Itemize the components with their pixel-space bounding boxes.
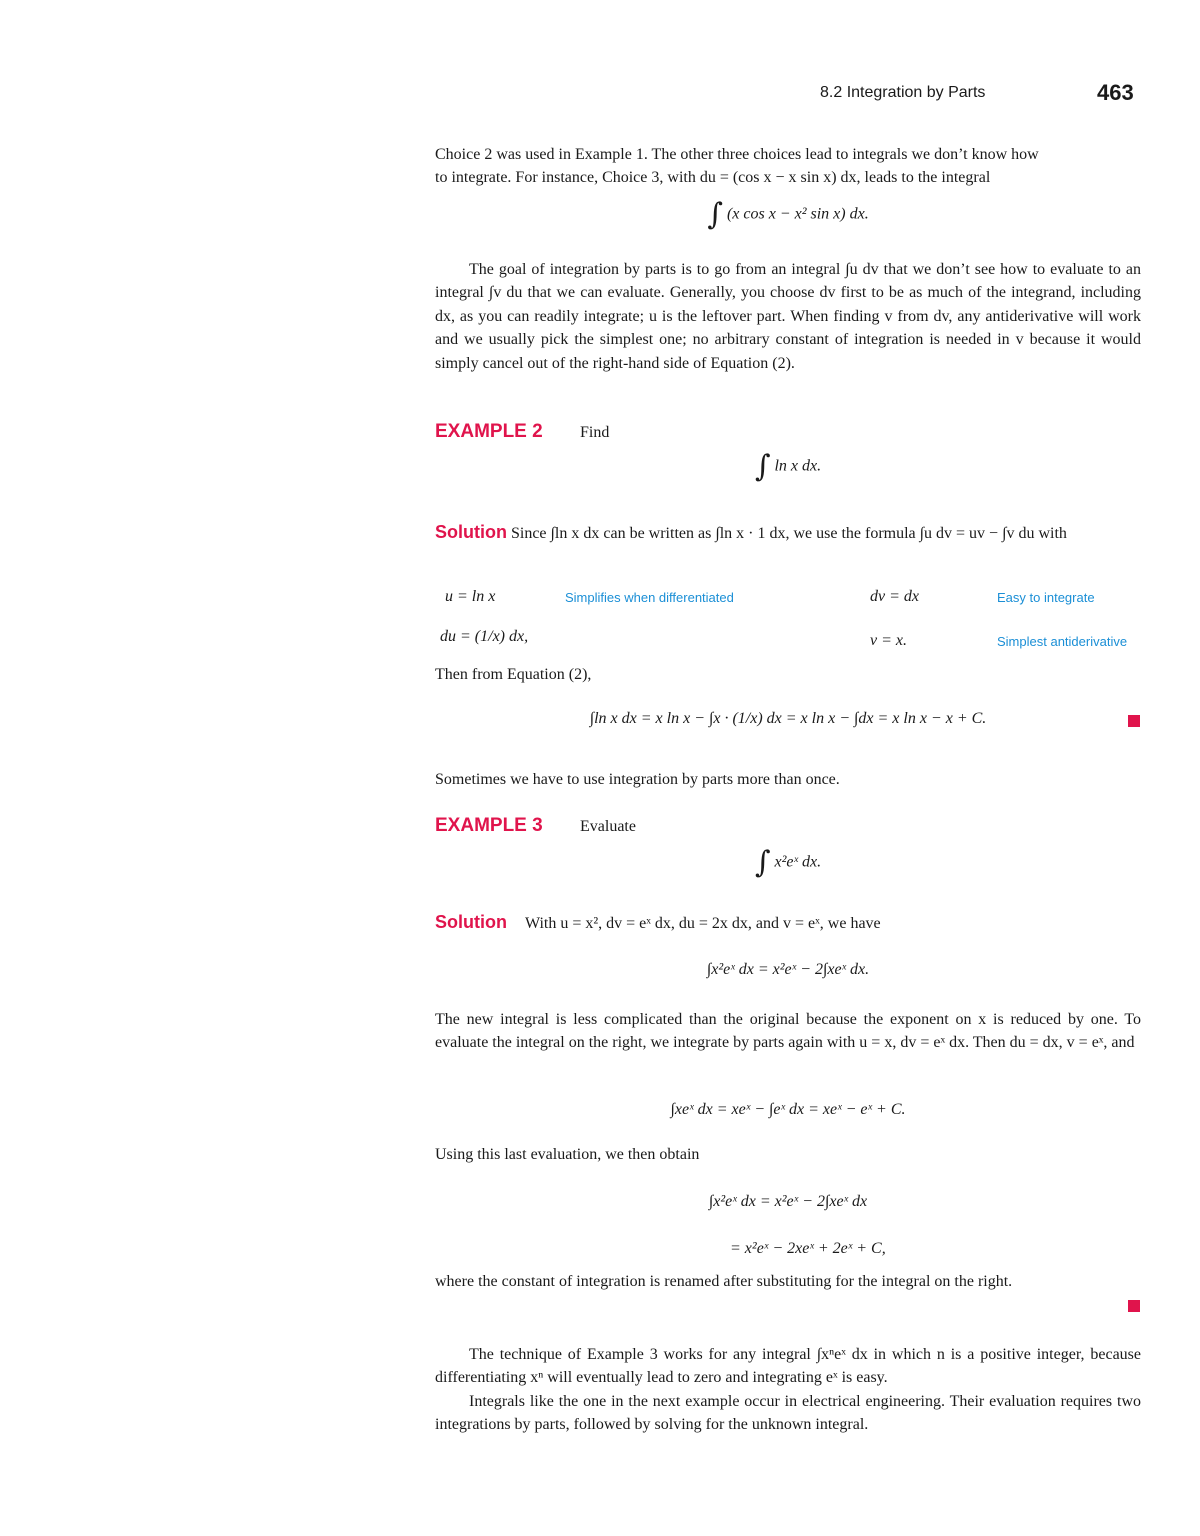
equation-1 — [435, 197, 1141, 232]
example-3-label: EXAMPLE 3 — [435, 815, 543, 836]
closing-paragraph-1: The technique of Example 3 works for any integral ∫xⁿeˣ dx in which n is a positive integer, because differentiating xⁿ will eventually lead to zero and integrating eˣ is easy. — [435, 1346, 1141, 1387]
v-note: Simplest antiderivative — [997, 634, 1128, 649]
example-3-paragraph-where: where the constant of integration is renamed after substituting for the integral on the right. — [435, 1273, 1013, 1290]
dv-definition: dv = dx — [870, 588, 919, 605]
intro-line-2: to integrate. For instance, Choice 3, with du = (cos x − x sin x) dx, leads to the integral — [435, 169, 991, 187]
example-2-solution-label: Solution — [435, 522, 507, 542]
example-3-paragraph-using: Using this last evaluation, we then obtain — [435, 1146, 700, 1163]
end-of-example-marker — [1128, 715, 1140, 727]
example-3-equation-c2: = x²eˣ − 2xeˣ + 2eˣ + C, — [730, 1240, 886, 1257]
example-2-label: EXAMPLE 2 — [435, 421, 543, 442]
v-definition: v = x. — [870, 632, 907, 649]
example-2-integral — [435, 449, 1141, 484]
example-2-solution-text: Since ∫ln x dx can be written as ∫ln x · 1 dx, we use the formula ∫u dv = uv − ∫v du with — [510, 525, 1067, 542]
example-3-paragraph-new: The new integral is less complicated than the original because the exponent on x is reduced by one. To evaluate the integral on the right, we integrate by parts again with u = x, dv = eˣ dx. Then du = dx, v = eˣ, and — [435, 1011, 1141, 1052]
du-definition: du = (1/x) dx, — [440, 628, 529, 645]
then-from-equation: Then from Equation (2), — [435, 666, 592, 683]
example-2-result: ∫ln x dx = x ln x − ∫x · (1/x) dx = x ln x − ∫dx = x ln x − x + C. — [589, 710, 987, 727]
intro-paragraph-2: The goal of integration by parts is to go from an integral ∫u dv that we don’t see how to evaluate to an integral ∫v du that we can evaluate. Generally, you choose dv first to be as much of the integrand, including dx, as you can readily integrate; u is the leftover part. When finding v from dv, any antiderivative will work and we usually pick the simplest one; no arbitrary constant of integration is needed in v because it would simply cancel out of the right-hand side of Equation (2). — [435, 261, 1141, 372]
example-3-solution-text: With u = x², dv = eˣ dx, du = 2x dx, and v = eˣ, we have — [524, 915, 881, 932]
u-note: Simplifies when differentiated — [565, 590, 734, 605]
end-of-example-marker — [1128, 1300, 1140, 1312]
integral-sign: ∫ — [707, 197, 723, 232]
page-number: 463 — [1097, 80, 1134, 105]
example-3-equation-c1: ∫x²eˣ dx = x²eˣ − 2∫xeˣ dx — [708, 1193, 868, 1210]
example-3-solution-label: Solution — [435, 912, 507, 932]
integral-sign: ∫ — [754, 845, 771, 880]
example-3-integral — [435, 845, 1141, 880]
example-2-prompt: Find — [580, 424, 610, 441]
between-examples-text: Sometimes we have to use integration by parts more than once. — [435, 771, 840, 788]
dv-note: Easy to integrate — [997, 590, 1095, 605]
example-3-prompt: Evaluate — [580, 818, 636, 835]
integral-sign: ∫ — [754, 449, 771, 484]
equation-1-body: (x cos x − x² sin x) dx. — [726, 205, 869, 223]
example-3-integral-body: x²eˣ dx. — [774, 853, 822, 871]
example-3-solution — [435, 912, 881, 933]
closing-paragraph-2: Integrals like the one in the next example occur in electrical engineering. Their evaluation requires two integrations by parts, followed by solving for the unknown integral. — [435, 1393, 1141, 1434]
example-3-equation-a: ∫x²eˣ dx = x²eˣ − 2∫xeˣ dx. — [706, 961, 870, 978]
u-definition: u = ln x — [445, 588, 496, 605]
intro-paragraph-1 — [435, 143, 1141, 190]
example-2-solution — [435, 515, 1141, 551]
example-3-equation-b: ∫xeˣ dx = xeˣ − ∫eˣ dx = xeˣ − eˣ + C. — [670, 1101, 906, 1118]
intro-line-1: Choice 2 was used in Example 1. The other three choices lead to integrals we don’t know how — [435, 146, 1039, 163]
running-header-section: 8.2 Integration by Parts — [820, 84, 986, 101]
example-2-integral-body: ln x dx. — [774, 457, 822, 475]
